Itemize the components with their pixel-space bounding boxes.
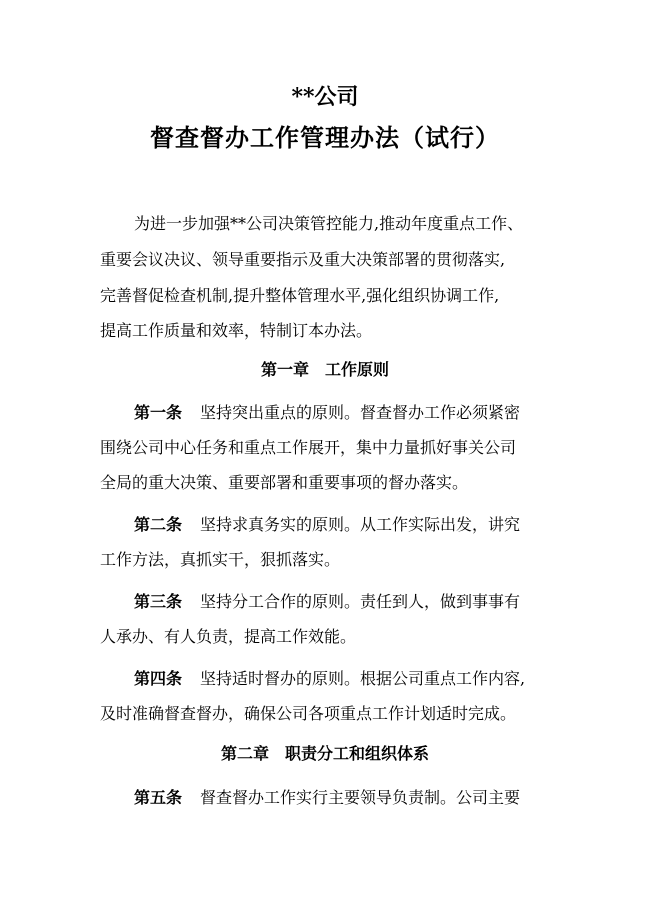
article-text: 坚持分工合作的原则。责任到人，做到事事有	[200, 592, 521, 611]
article-text: 坚持求真务实的原则。从工作实际出发，讲究	[200, 515, 521, 534]
article-label: 第四条	[134, 669, 183, 688]
article-label: 第一条	[134, 403, 183, 422]
intro-line: 重要会议决议、领导重要指示及重大决策部署的贯彻落实,	[100, 250, 506, 269]
article-first-line	[134, 786, 560, 810]
article-line: 及时准确督查督办，确保公司各项重点工作计划适时完成。	[100, 704, 517, 723]
intro-line: 完善督促检查机制,提升整体管理水平,强化组织协调工作,	[100, 286, 500, 305]
chapter-heading: 第二章 职责分工和组织体系	[220, 744, 429, 763]
intro-line: 提高工作质量和效率，特制订本办法。	[100, 321, 373, 340]
document-title: 督查督办工作管理办法（试行）	[150, 123, 500, 152]
article-first-line	[134, 513, 560, 537]
article-text: 坚持突出重点的原则。督查督办工作必须紧密	[200, 403, 521, 422]
article-label: 第五条	[134, 788, 183, 807]
article-text: 督查督办工作实行主要领导负责制。公司主要	[200, 788, 521, 807]
article-first-line	[134, 667, 560, 691]
article-line: 围绕公司中心任务和重点工作展开，集中力量抓好事关公司	[100, 438, 517, 457]
article-line: 工作方法，真抓实干，狠抓落实。	[100, 550, 341, 569]
article-line: 人承办、有人负责，提高工作效能。	[100, 627, 357, 646]
article-first-line	[134, 401, 560, 425]
article-first-line	[134, 590, 560, 614]
intro-line: 为进一步加强**公司决策管控能力,推动年度重点工作、	[134, 214, 524, 233]
article-text: 坚持适时督办的原则。根据公司重点工作内容,	[200, 669, 526, 688]
company-name: **公司	[291, 84, 359, 110]
article-label: 第三条	[134, 592, 183, 611]
chapter-heading: 第一章 工作原则	[260, 360, 389, 379]
article-label: 第二条	[134, 515, 183, 534]
article-line: 全局的重大决策、重要部署和重要事项的督办落实。	[100, 473, 469, 492]
